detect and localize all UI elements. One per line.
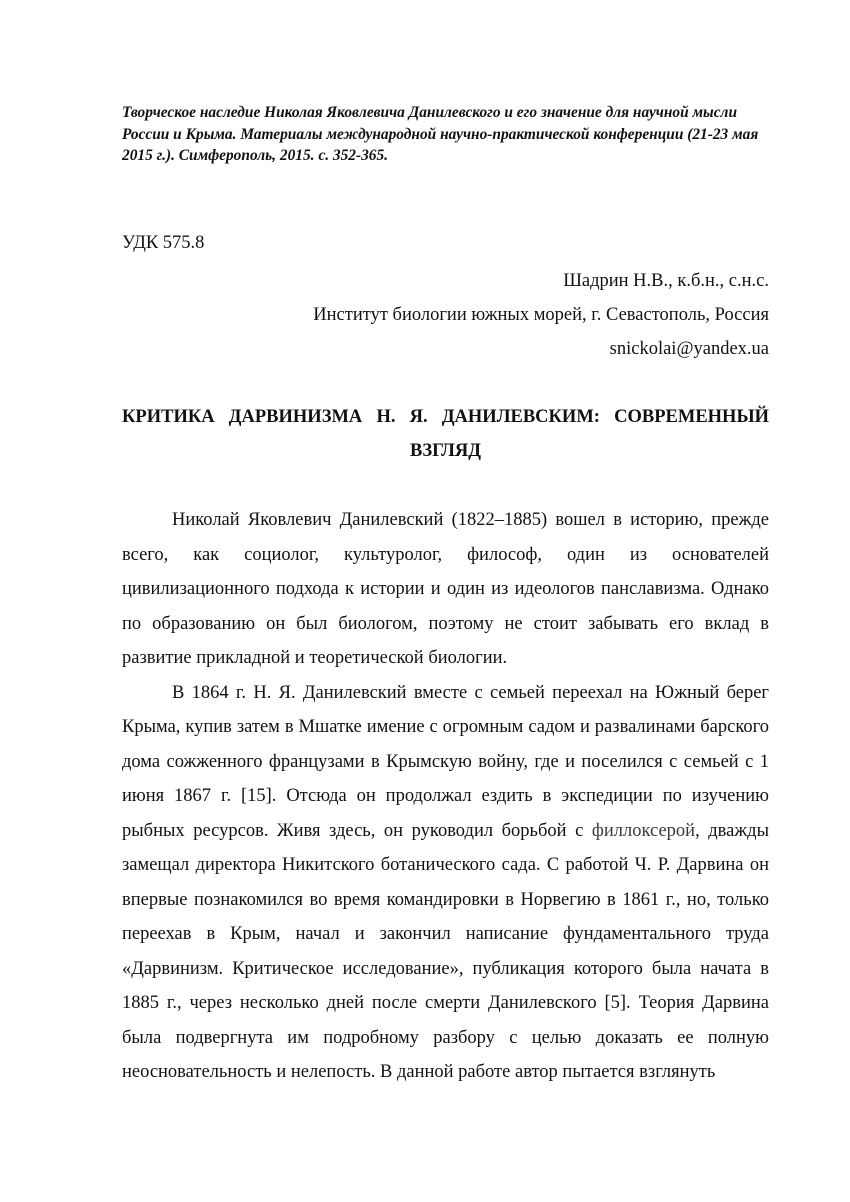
- article-title: [122, 400, 769, 468]
- author-email: snickolai@yandex.ua: [609, 339, 769, 359]
- author-institution: Институт биологии южных морей, г. Севастополь, Россия: [313, 305, 769, 325]
- udk-code: УДК 575.8: [122, 233, 205, 253]
- article-body: [122, 503, 769, 1090]
- citation-header: Творческое наследие Николая Яковлевича Данилевского и его значение для научной мысли России и Крыма. Материалы международной научно-практической конференции (21-23 мая 2015 г.). Симферополь, 2015. с. 352-365.: [122, 104, 759, 164]
- paragraph-2: [122, 676, 769, 1090]
- author-block: [313, 264, 769, 366]
- article-title-line-2: ВЗГЛЯД: [410, 441, 481, 461]
- author-name: Шадрин Н.В., к.б.н., с.н.с.: [563, 271, 769, 291]
- paragraph-2-text-end: , дважды замещал директора Никитского ботанического сада. С работой Ч. Р. Дарвина он впервые познакомился во время командировки в Норвегию в 1861 г., но, только переехав в Крым, начал и закончил написание фундаментального труда «Дарвинизм. Критическое исследование», публикация которого была начата в 1885 г., через несколько дней после смерти Данилевского [5]. Теория Дарвина была подвергнута им подробному разбору с целью доказать ее полную неосновательность и нелепость. В данной работе автор пытается взглянуть: [122, 820, 770, 1082]
- phylloxera-link[interactable]: филлоксерой: [591, 820, 696, 841]
- article-title-line-1: КРИТИКА ДАРВИНИЗМА Н. Я. ДАНИЛЕВСКИМ: СОВРЕМЕННЫЙ: [122, 407, 769, 427]
- paragraph-2-text-start: В 1864 г. Н. Я. Данилевский вместе с семьей переехал на Южный берег Крыма, купив затем в Мшатке имение с огромным садом и развалинами барского дома сожженного французами в Крымскую войну, где и поселился с семьей с 1 июня 1867 г. [15]. Отсюда он продолжал ездить в экспедиции по изучению рыбных ресурсов. Живя здесь, он руководил борьбой с: [122, 682, 769, 841]
- paragraph-1: Николай Яковлевич Данилевский (1822–1885) вошел в историю, прежде всего, как социолог, культуролог, философ, один из основателей цивилизационного подхода к истории и один из идеологов панславизма. Однако по образованию он был биологом, поэтому не стоит забывать его вклад в развитие прикладной и теоретической биологии.: [122, 510, 769, 668]
